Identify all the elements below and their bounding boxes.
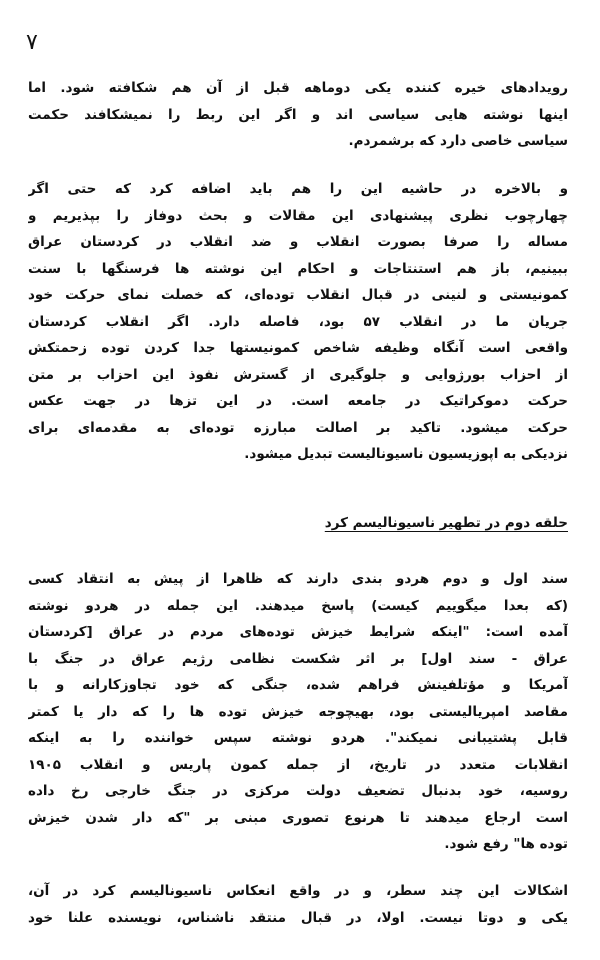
text-line: روسیه، خود بدنبال تضعیف دولت مرکزی در جنگ خارجی رخ داده [28, 783, 568, 799]
text-line: عراق - سند اول] بر اثر شکست نظامی رژیم عراق در جنگ با [28, 650, 568, 667]
paragraph-4 [28, 878, 568, 931]
text-line: جریان ما در انقلاب ۵۷ بود، فاصله دارد. اگر انقلاب کردستان [28, 313, 568, 330]
text-line: سند اول و دوم هردو بندی دارند که ظاهرا از پیش به انتقاد کسی [28, 571, 568, 587]
text-line: توده ها" رفع شود. [444, 836, 568, 852]
page-number: ۷ [26, 30, 38, 55]
text-line: واقعی است آنگاه وظیفه شاخص کمونیستها جدا کردن توده زحمتکش [28, 340, 568, 356]
text-line: آمریکا و مؤتلفینش فراهم شده، جنگی که خود تجاوزکارانه و با [28, 677, 568, 693]
text-line: آمده است: "اینکه شرایط خیزش توده‌های مردم در عراق [کردستان [28, 624, 568, 640]
text-line: انقلابات متعدد در تاریخ، از جمله کمون پاریس و انقلاب ۱۹۰۵ [28, 756, 568, 773]
text-line: قابل پشتیبانی نمیکند". هردو نوشته سپس خواننده را به اینکه [28, 730, 568, 746]
text-line: (که بعدا میگوییم کیست) پاسخ میدهند. این جمله در هردو نوشته [28, 597, 568, 614]
paragraph-1 [28, 75, 568, 155]
text-line: کمونیستی و لنینی در قبال انقلاب توده‌ای، که خصلت نمای حرکت خود [28, 287, 568, 303]
section-heading: حلقه دوم در تطهیر ناسیونالیسم کرد [324, 515, 568, 531]
text-line: اینها نوشته هایی سیاسی اند و اگر این ربط را نمیشکافند حکمت [28, 106, 568, 123]
paragraph-2 [28, 176, 568, 468]
text-line: چهارچوب نظری پیشنهادی این مقالات و بحث دوفاز را بپذیریم و [28, 207, 568, 224]
text-line: مقاصد امپریالیستی بود، بهیچوجه خیزش توده ها را که دار یا کمتر [28, 703, 568, 720]
paragraph-3 [28, 566, 568, 858]
text-line: یکی و دوتا نیست. اولا، در قبال منتقد ناشناس، نویسنده علنا خود [28, 909, 568, 926]
text-line: نزدیکی به اپوزیسیون ناسیونالیست تبدیل میشود. [244, 446, 568, 462]
text-line: مساله را صرفا بصورت انقلاب و ضد انقلاب در کردستان عراق [28, 234, 568, 250]
text-line: ببینیم، باز هم استنتاجات و احکام این نوشته ها فرسنگها با سنت [28, 260, 568, 277]
text-line: از احزاب بورژوایی و جلوگیری از گسترش نفوذ این احزاب بر متن [28, 366, 568, 383]
text-line: حرکت دموکراتیک در جامعه است. در این تزها در جهت عکس [28, 393, 568, 409]
text-line: سیاسی خاصی دارد که برشمردم. [348, 133, 568, 149]
text-line: رویدادهای خیره کننده یکی دوماهه قبل از آن هم شکافته شود. اما [28, 80, 568, 96]
text-line: است ارجاع میدهند تا هرنوع تصوری مبنی بر "که دار شدن خیزش [28, 809, 568, 826]
text-line: و بالاخره در حاشیه این را هم باید اضافه کرد که حتی اگر [28, 181, 568, 197]
text-line: اشکالات این چند سطر، و در واقع انعکاس ناسیونالیسم کرد در آن، [28, 883, 568, 899]
text-line: حرکت میشود. تاکید بر اصالت مبارزه توده‌ای به مقدمه‌ای برای [28, 419, 568, 436]
